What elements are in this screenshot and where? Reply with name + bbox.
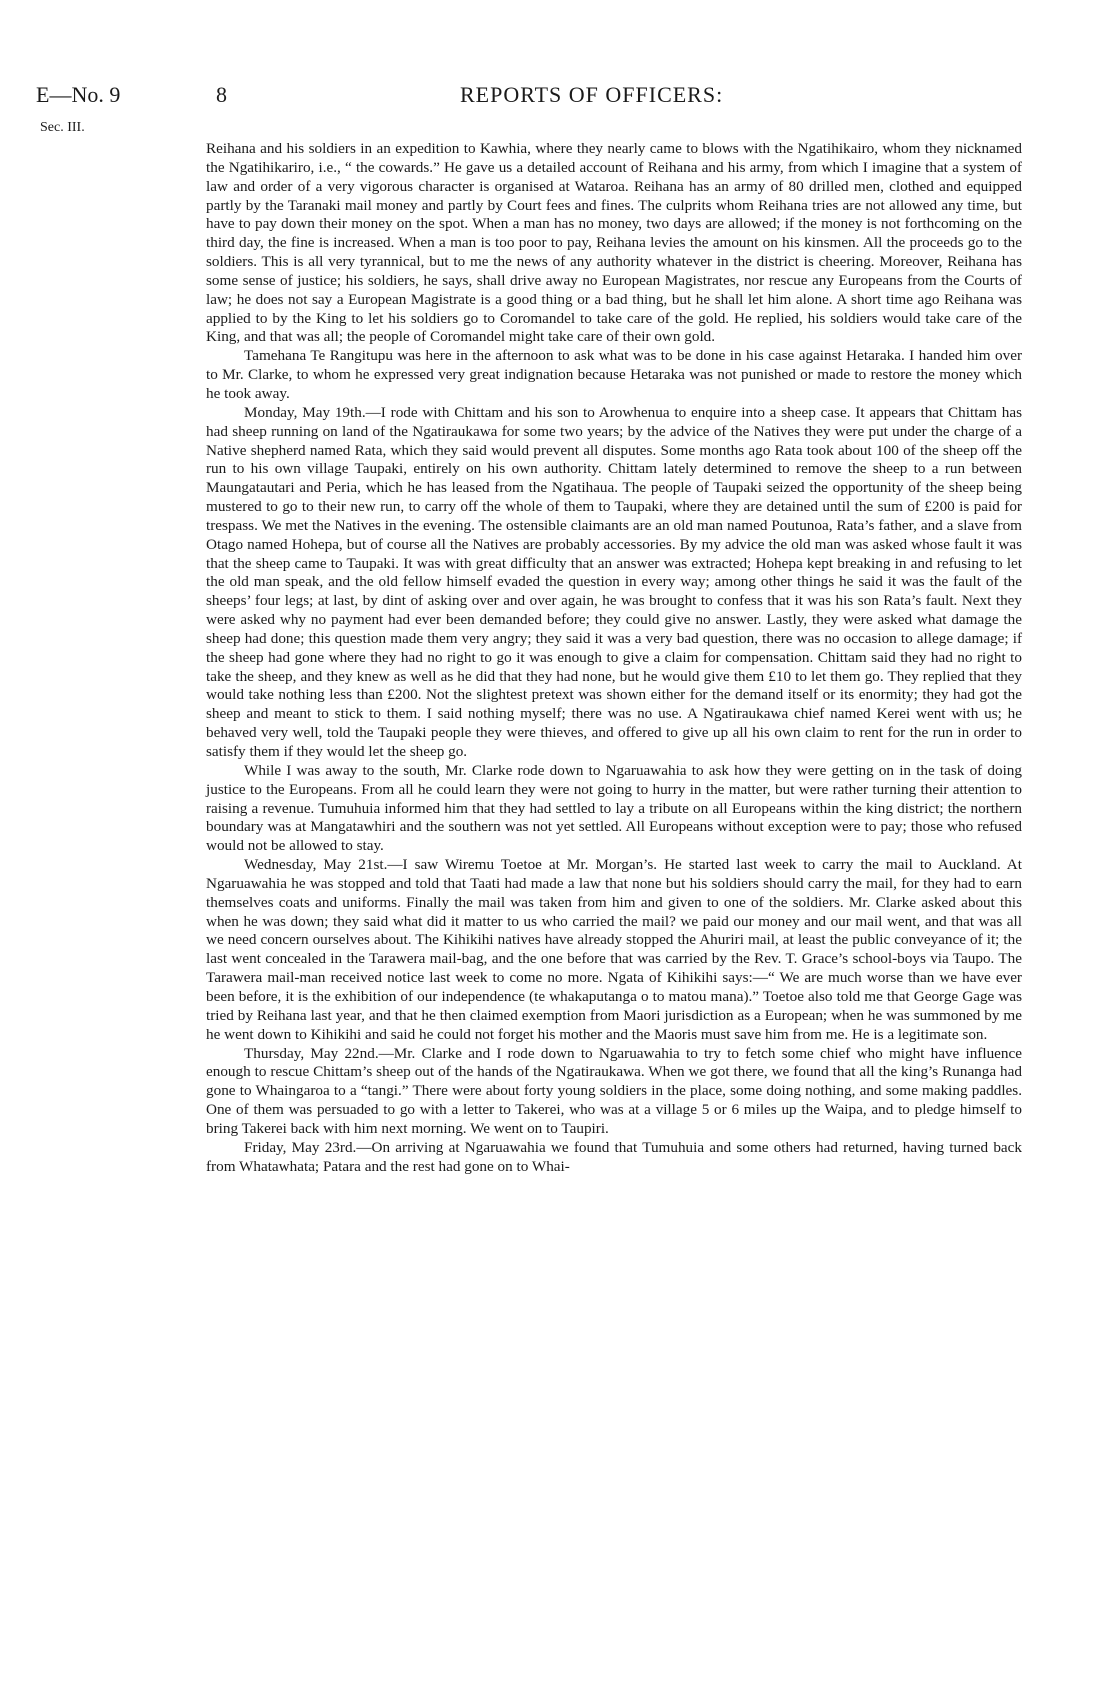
- paragraph-may-19: Monday, May 19th.—I rode with Chittam and his son to Arowhenua to enquire into a sheep case. It appears that Chittam has had sheep running on land of the Ngatiraukawa for some two years; by the advice of the Natives they were put under the charge of a Native shepherd named Rata, which they said would prevent all disputes. Some months ago Rata took about 100 of the sheep off the run to his own village Taupaki, entirely on his own authority. Chittam lately determined to remove the sheep to a run between Maungatautari and Peria, which he has leased from the Ngatihaua. The people of Taupaki seized the opportunity of the sheep being mustered to go to their new run, to carry off the whole of them to Taupaki, where they are detained until the sum of £200 is paid for trespass. We met the Natives in the evening. The ostensible claimants are an old man named Poutunoa, Rata’s father, and a slave from Otago named Hohepa, but of course all the Natives are probably accessories. By my advice the old man was asked whose fault it was that the sheep came to Taupaki. It was with great difficulty that an answer was extracted; Hohepa kept breaking in and refusing to let the old man speak, and the old fellow himself evaded the question in every way; among other things he said it was the fault of the sheeps’ four legs; at last, by dint of asking over and over again, he was brought to confess that it was his son Rata’s fault. Next they were asked why no payment had ever been demanded before; they could give no answer. Lastly, they were asked what damage the sheep had done; this question made them very angry; they said it was a very bad question, there was no occasion to allege damage; if the sheep had gone where they had no right to go it was enough to give a claim for compensation. Chittam said they had no right to take the sheep, and they knew as well as he did that they had none, but he would give them £10 to let them go. They replied that they would take nothing less than £200. Not the slightest pretext was shown either for the demand itself or its enormity; they had got the sheep and meant to stick to them. I said nothing myself; there was no use. A Ngatiraukawa chief named Kerei went with us; he behaved very well, told the Taupaki people they were thieves, and offered to give up all his own claim to rent for the run in order to satisfy them if they would let the sheep go.: [206, 403, 1022, 760]
- page-title: REPORTS OF OFFICERS:: [460, 82, 724, 107]
- page-number: 8: [216, 82, 227, 107]
- paragraph-may-23: Friday, May 23rd.—On arriving at Ngaruawahia we found that Tumuhuia and some others had returned, having turned back from Whatawhata; Patara and the rest had gone on to Whai-: [206, 1138, 1022, 1175]
- paragraph-may-22: Thursday, May 22nd.—Mr. Clarke and I rode down to Ngaruawahia to try to fetch some chief who might have influence enough to rescue Chittam’s sheep out of the hands of the Ngatiraukawa. When we got there, we found that all the king’s Runanga had gone to Whaingaroa to a “tangi.” There were about forty young soldiers in the place, some doing nothing, and some making paddles. One of them was persuaded to go with a letter to Takerei, who was at a village 5 or 6 miles up the Waipa, and to pledge himself to bring Takerei back with him next morning. We went on to Taupiri.: [206, 1044, 1022, 1137]
- paragraph-reihana: Reihana and his soldiers in an expedition to Kawhia, where they nearly came to blows with the Ngatihikairo, whom they nicknamed the Ngatihikariro, i.e., “ the cowards.” He gave us a detailed account of Reihana and his army, from which I imagine that a system of law and order of a very vigorous character is organised at Wataroa. Reihana has an army of 80 drilled men, clothed and equipped partly by the Taranaki mail money and partly by Court fees and fines. The culprits whom Reihana tries are not allowed any time, but have to pay down their money on the spot. When a man has no money, two days are allowed; if the money is not forthcoming on the third day, the fine is increased. When a man is too poor to pay, Reihana levies the amount on his kinsmen. All the proceeds go to the soldiers. This is all very tyrannical, but to me the news of any authority whatever in the district is cheering. Moreover, Reihana has some sense of justice; his soldiers, he says, shall drive away no European Magistrates, nor rescue any Europeans from the Courts of law; he does not say a European Magistrate is a good thing or a bad thing, but he shall let him alone. A short time ago Reihana was applied to by the King to let his soldiers go to Coromandel to take care of the gold. He replied, his soldiers would take care of the King, and that was all; the people of Coromandel might take care of their own gold.: [206, 140, 1022, 346]
- section-label: Sec. III.: [40, 120, 85, 135]
- paragraph-clarke-ngaruawahia: While I was away to the south, Mr. Clarke rode down to Ngaruawahia to ask how they were getting on in the task of doing justice to the Europeans. From all he could learn they were not going to hurry in the matter, but were rather turning their attention to raising a revenue. Tumuhuia informed him that they had settled to lay a tribute on all Europeans within the king district; the northern boundary was at Mangatawhiri and the southern was not yet settled. All Europeans without exception were to pay; those who refused would not be allowed to stay.: [206, 761, 1022, 855]
- document-code: E—No. 9: [36, 82, 121, 107]
- paragraph-tamehana: Tamehana Te Rangitupu was here in the afternoon to ask what was to be done in his case against Hetaraka. I handed him over to Mr. Clarke, to whom he expressed very great indignation because Hetaraka was not punished or made to restore the money which he took away.: [206, 347, 1022, 402]
- paragraph-may-21: Wednesday, May 21st.—I saw Wiremu Toetoe at Mr. Morgan’s. He started last week to carry the mail to Auckland. At Ngaruawahia he was stopped and told that Taati had made a law that none but his soldiers should carry the mail, for they had to earn themselves coats and uniforms. Finally the mail was taken from him and given to one of the soldiers. Mr. Clarke asked about this when he was down; they said what did it matter to us who carried the mail? we paid our money and our mail went, and that was all we need concern ourselves about. The Kihikihi natives have already stopped the Ahuriri mail, at least the public conveyance of it; the last went concealed in the Tarawera mail-bag, and the one before that was carried by the Rev. T. Grace’s school-boys via Taupo. The Tarawera mail-man received notice last week to come no more. Ngata of Kihikihi says:—“ We are much worse than we have ever been before, it is the exhibition of our independence (te whakaputanga o to matou mana).” Toetoe also told me that George Gage was tried by Reihana last year, and that he then claimed exemption from Maori jurisdiction as a European; when he was summoned by me he went down to Kihikihi and said he could not forget his mother and the Maoris must save him from me. He is a legitimate son.: [206, 856, 1022, 1043]
- report-body: [206, 140, 1022, 1176]
